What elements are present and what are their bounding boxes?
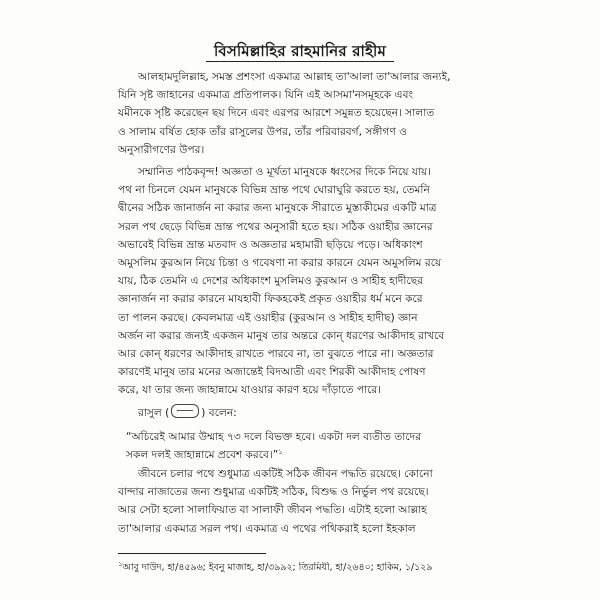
paragraph-2 bbox=[118, 163, 490, 399]
footnote-text: আবু দাউদ, হা/৪৫৯৬; ইবনু মাজাহ, হা/৩৯৯২; তিরমিযী, হা/২৬৪০; হাকিম, ১/১২৯ bbox=[122, 562, 433, 573]
text-line: ও সালাম বর্ষিত হোক তাঁর রাসুলের উপর, তাঁর পরিবারবর্গ, সঙ্গীগণ ও bbox=[118, 125, 407, 138]
text-line: তা পালন করছে। কেবলমাত্র এই ওয়াহীর (কুরআন ও সাহীহ হাদীছ) জ্ঞান bbox=[118, 311, 418, 324]
text-line: অর্জন না করার জন্যই একজন মানুষ তার অন্তরে কোন্ ধরণের আকীদাহ রাখবে bbox=[118, 329, 445, 342]
text-line: যমীনকে সৃষ্টি করেছেন ছয় দিনে এবং এরপর আরশে সমুন্নত হয়েছেন। সালাত bbox=[118, 107, 435, 120]
text-line: বান্দার নাজাতের জন্য শুধুমাত্র একটিই সঠিক, বিশুদ্ধ ও নির্ভুল পথ রয়েছে। bbox=[118, 486, 429, 499]
rasul-prefix: রাসুল ( bbox=[138, 407, 170, 419]
salawat-seal-icon bbox=[171, 404, 199, 418]
text-line: যিনি সৃষ্ট জাহানের একমাত্র প্রতিপালক। যিনি এই আসমা'নসমূহকে এবং bbox=[118, 89, 414, 102]
hadith-quote bbox=[118, 428, 490, 464]
text-line: যায়, ঠিক তেমনি এ দেশের অধিকাংশ মুসলিমও কুরআন ও সাহীহ হাদীছের bbox=[118, 275, 423, 288]
text-line: সরল পথ ছেড়ে বিভিন্ন ভ্রান্ত পথের অনুসারী হতে হয়। সঠিক ওয়াহীর জ্ঞানের bbox=[118, 220, 433, 233]
quote-text: সকল দলই জাহান্নামে প্রবেশ করবে।” bbox=[126, 449, 279, 462]
text-line: অভাবেই বিভিন্ন ভ্রান্ত মতবাদ ও অজ্ঞতার মহামারী ছড়িয়ে পড়ে। অধিকাংশ bbox=[118, 238, 423, 251]
text-line: তা'আলার একমাত্র সরল পথ। একমাত্র এ পথের পথিকরাই হলো ইহকাল bbox=[118, 522, 416, 535]
footnote-divider bbox=[118, 553, 266, 554]
footnote-ref: ১ bbox=[278, 448, 283, 457]
text-line: কারণেই মানুষ তার মনের অজান্তেই বিদআতী এবং শিরকী আকীদাহ পোষণ bbox=[118, 366, 426, 379]
rasul-suffix: ) বলেন: bbox=[201, 407, 237, 419]
text-line: অমুসলিম কুরআন নিয়ে চিন্তা ও গবেষণা না করার কারনে যেমন অমুসলিম রয়ে bbox=[118, 256, 442, 269]
text-line: সম্মানিত পাঠকবৃন্দ! অজ্ঞতা ও মূর্খতা মানুষকে ধ্বংসের দিকে নিয়ে যায়। bbox=[138, 166, 432, 178]
text-line: আর কোন্ ধরণের আকীদাহ রাখতে পারবে না, তা বুঝতে পারে না। অজ্ঞতার bbox=[118, 347, 434, 360]
text-line: করে, যা তার জন্য জাহান্নামে যাওয়ার কারণ হয়ে দাঁড়াতে পারে। bbox=[118, 384, 382, 397]
text-line: আলহামদুলিল্লাহ, সমস্ত প্রশংসা একমাত্র আল্লাহ তা'আলা তা'আলার জন্যই, bbox=[138, 71, 451, 83]
paragraph-1 bbox=[118, 68, 490, 159]
footnote bbox=[118, 562, 498, 574]
text-line: আর সেটা হলো সালাফিয়াত বা সালাফী জীবন পদ্ধতি। এটাই হলো আল্লাহ bbox=[118, 504, 427, 517]
text-line: জ্ঞানার্জন না করার কারনে মাযহাবী ফিকহকেই প্রকৃত ওয়াহীর ধর্ম মনে করে bbox=[118, 293, 423, 306]
page-title: বিসমিল্লাহির রাহমানির রাহীম bbox=[213, 42, 386, 60]
text-line: পথ না চিনলে যেমন মানুষকে বিভিন্ন ভ্রান্ত পথে ঘোরাঘুরি করতে হয়, তেমনি bbox=[118, 184, 430, 197]
footnote-mark: ১ bbox=[118, 562, 123, 568]
text-line: জীবনে চলার পথে শুধুমাত্র একটিই সঠিক জীবন পদ্ধতি রয়েছে। কোনো bbox=[138, 468, 433, 480]
text-line: দ্বীনের সঠিক জানার্জন না করার জন্য মানুষকে সীরাতে মুস্তাকীমের একটি মাত্র bbox=[118, 202, 437, 215]
quote-line: “অচিরেই আমার উম্মাহ ৭৩ দলে বিভক্ত হবে। একটা দল ব্যতীত তাদের bbox=[126, 431, 422, 443]
text-line bbox=[118, 404, 490, 422]
quote-line bbox=[118, 446, 490, 464]
text-line: অনুসারীগণের উপর। bbox=[118, 143, 205, 156]
title-underline bbox=[206, 61, 394, 62]
paragraph-3 bbox=[118, 465, 490, 538]
rasul-said-line bbox=[118, 404, 490, 422]
